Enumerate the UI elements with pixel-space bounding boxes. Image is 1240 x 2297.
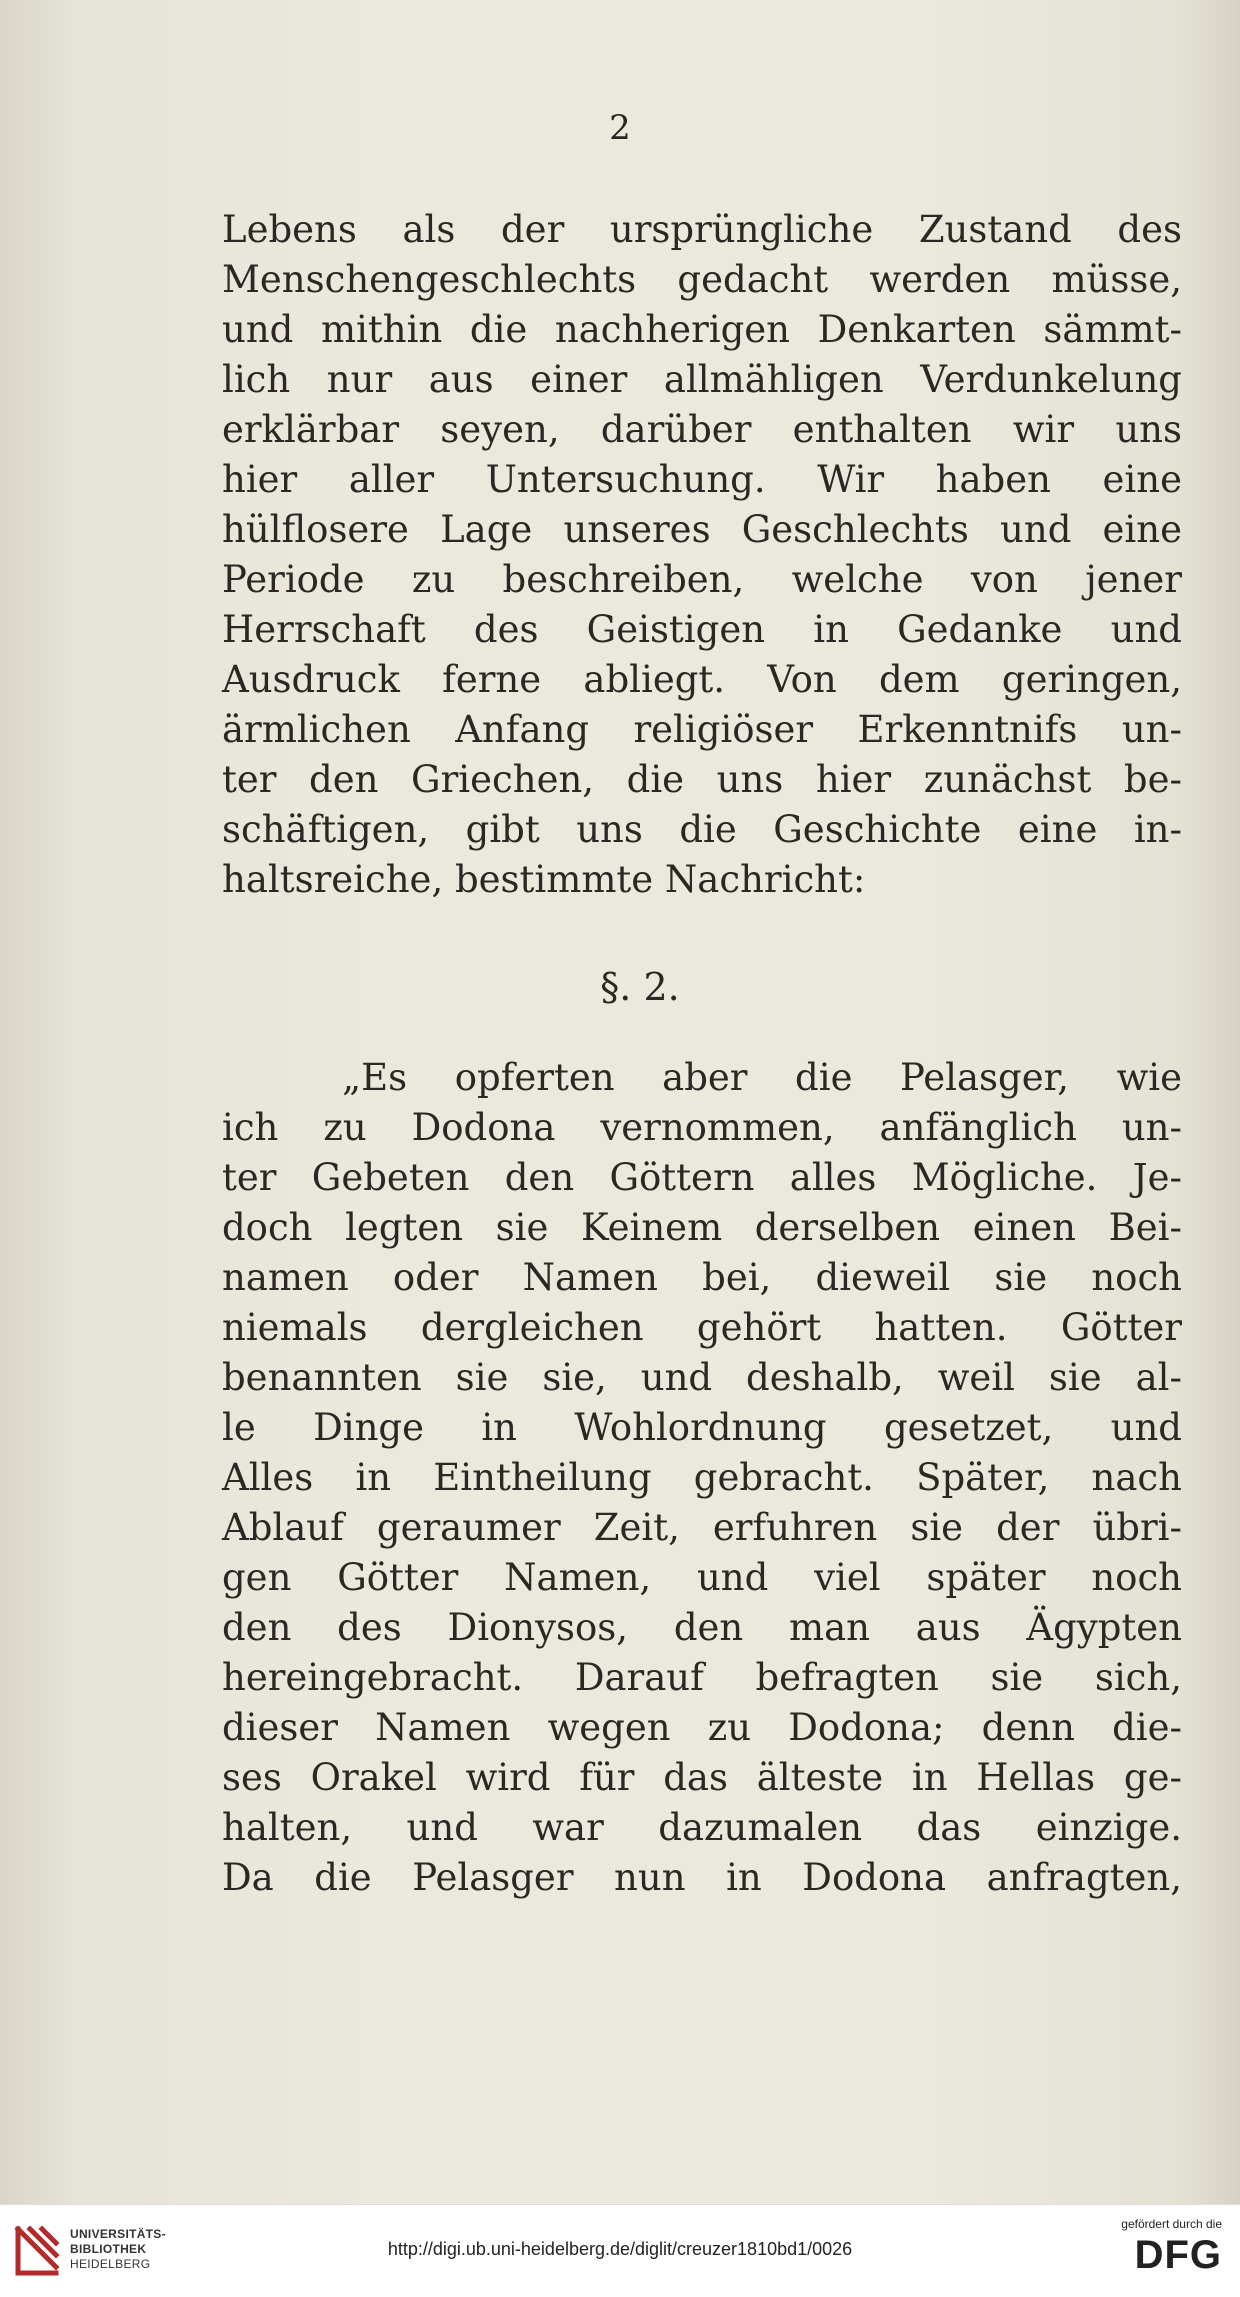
paragraph-2 bbox=[222, 1053, 1182, 1903]
text-line: halten, und war dazumalen das einzige. bbox=[222, 1806, 1182, 1849]
section-heading: §. 2. bbox=[600, 965, 680, 1009]
text-line: hier aller Untersuchung. Wir haben eine bbox=[222, 458, 1182, 501]
page-number: 2 bbox=[609, 108, 631, 148]
text-line: ses Orakel wird für das älteste in Hellas ge- bbox=[222, 1756, 1182, 1799]
document-url-link[interactable]: http://digi.ub.uni-heidelberg.de/diglit/creuzer1810bd1/0026 bbox=[387, 2239, 853, 2259]
library-name-line: HEIDELBERG bbox=[70, 2257, 151, 2271]
text-line: ter den Griechen, die uns hier zunächst be- bbox=[222, 758, 1182, 801]
text-line: den des Dionysos, den man aus Ägypten bbox=[222, 1606, 1182, 1649]
text-line: namen oder Namen bei, dieweil sie noch bbox=[222, 1256, 1182, 1299]
text-line: benannten sie sie, und deshalb, weil sie al- bbox=[222, 1356, 1182, 1399]
text-line: doch legten sie Keinem derselben einen Bei- bbox=[222, 1206, 1182, 1249]
sponsor-text: gefördert durch die bbox=[1121, 2217, 1222, 2231]
text-line: ich zu Dodona vernommen, anfänglich un- bbox=[222, 1106, 1182, 1149]
text-line: Menschengeschlechts gedacht werden müsse, bbox=[222, 258, 1182, 301]
text-line: dieser Namen wegen zu Dodona; denn die- bbox=[222, 1706, 1182, 1749]
text-line: und mithin die nachherigen Denkarten sämmt- bbox=[222, 308, 1182, 351]
text-line: Da die Pelasger nun in Dodona anfragten, bbox=[222, 1856, 1182, 1899]
library-name-line: BIBLIOTHEK bbox=[70, 2242, 147, 2256]
text-line: hülflosere Lage unseres Geschlechts und eine bbox=[222, 508, 1182, 551]
text-line: Ablauf geraumer Zeit, erfuhren sie der übri- bbox=[222, 1506, 1182, 1549]
text-line: Ausdruck ferne abliegt. Von dem geringen, bbox=[222, 658, 1182, 701]
text-line: ärmlichen Anfang religiöser Erkenntnifs un- bbox=[222, 708, 1182, 751]
text-line: hereingebracht. Darauf befragten sie sich, bbox=[222, 1656, 1182, 1699]
text-line: lich nur aus einer allmähligen Verdunkelung bbox=[222, 358, 1182, 401]
text-line: gen Götter Namen, und viel später noch bbox=[222, 1556, 1182, 1599]
footer-bar bbox=[0, 2204, 1240, 2297]
text-line: schäftigen, gibt uns die Geschichte eine in- bbox=[222, 808, 1182, 851]
text-line: „Es opferten aber die Pelasger, wie bbox=[342, 1056, 1182, 1099]
library-name-line: UNIVERSITÄTS- bbox=[70, 2227, 166, 2241]
text-line: niemals dergleichen gehört hatten. Götter bbox=[222, 1306, 1182, 1349]
paragraph-1 bbox=[222, 205, 1182, 905]
text-line: le Dinge in Wohlordnung gesetzet, und bbox=[222, 1406, 1182, 1449]
text-line: Periode zu beschreiben, welche von jener bbox=[222, 558, 1182, 601]
text-line: Alles in Eintheilung gebracht. Später, nach bbox=[222, 1456, 1182, 1499]
text-line: haltsreiche, bestimmte Nachricht: bbox=[222, 858, 866, 901]
sponsor-block bbox=[1121, 2217, 1222, 2275]
text-line: Lebens als der ursprüngliche Zustand des bbox=[222, 208, 1182, 251]
dfg-logo: DFG bbox=[1134, 2233, 1222, 2277]
text-line: Herrschaft des Geistigen in Gedanke und bbox=[222, 608, 1182, 651]
text-line: erklärbar seyen, darüber enthalten wir uns bbox=[222, 408, 1182, 451]
text-line: ter Gebeten den Göttern alles Mögliche. Je- bbox=[222, 1156, 1182, 1199]
